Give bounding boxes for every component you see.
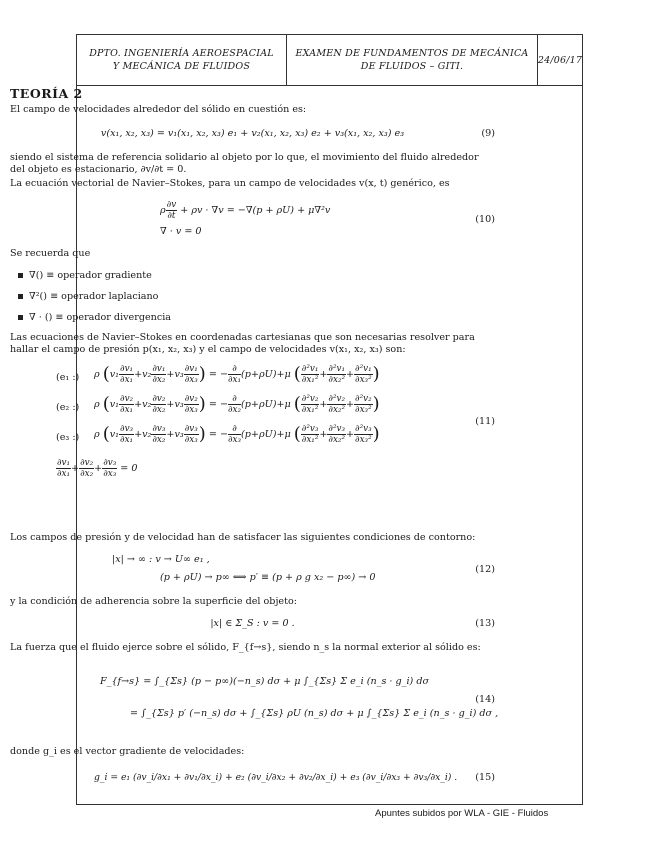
section-title: TEORÍA 2 (10, 86, 83, 101)
paragraph-6: Los campos de presión y de velocidad han de satisfacer las siguientes condiciones de contorno: (10, 532, 476, 543)
eq12-line2: (p + ρU) → p∞ ⟺ p′ ≡ (p + ρ g x₂ − p∞) → 0 (160, 572, 376, 583)
exam-header (77, 35, 582, 86)
eq11-row3: ρ (v₁ $\frac{\text{∂v₃}}{\text{∂x₁}}$ +v₂ $\frac{\text{∂v₃}}{\text{∂x₂}}$ +v₃ $\frac{\text{∂v₃}}{\text{∂x₃}}$ ) = − $\frac{\partial}{\text{∂x₃}}$ (p+ρU)+μ ( $\frac{\text{∂²v₃}}{\text{∂x₁²}}$ + $\frac{\text{∂²v₃}}{\text{∂x₂²}}$ + $\frac{\text{∂²v₃}}{\text{∂x₃²}}$ ) (94, 423, 380, 445)
exam-line1: EXAMEN DE FUNDAMENTOS DE MECÁNICA (295, 48, 529, 59)
paragraph-7: y la condición de adherencia sobre la superficie del objeto: (10, 596, 297, 607)
equation-11 (10, 364, 495, 492)
eq11-row1-label: (e₁ :) (56, 372, 80, 383)
bullet-square-icon (18, 294, 23, 299)
equation-9 (10, 128, 495, 140)
equation-15 (10, 772, 495, 796)
bullet-text-1: ∇() ≡ operador gradiente (29, 270, 152, 281)
paragraph-9: donde g_i es el vector gradiente de velocidades: (10, 746, 245, 757)
equation-14 (10, 672, 499, 728)
dept-line1: DPTO. INGENIERÍA AEROESPACIAL (89, 48, 274, 59)
bullet-text-3: ∇ · () ≡ operador divergencia (29, 312, 171, 323)
eq11-row3-label: (e₃ :) (56, 432, 80, 443)
eq11-continuity: $\frac{\text{∂v₁}}{\text{∂x₁}}$ + $\frac{\text{∂v₂}}{\text{∂x₂}}$ + $\frac{\text{∂v₃}}{\text{∂x₃}}$ = 0 (57, 458, 138, 479)
paragraph-8: La fuerza que el fluido ejerce sobre el sólido, F_{f→s}, siendo n_s la normal exterior al sólido es: (10, 642, 481, 653)
paragraph-2: siendo el sistema de referencia solidario al objeto por lo que, el movimiento del fluido alrededor del objeto es estacionario, ∂v/∂t = 0. (10, 152, 479, 175)
eq-number-14: (14) (475, 694, 495, 705)
equation-13 (10, 618, 495, 630)
paragraph-1: El campo de velocidades alrededor del sólido en cuestión es: (10, 104, 307, 115)
eq13-body: |x| ∈ Σ_S : v = 0 . (210, 618, 295, 629)
eq11-row2-label: (e₂ :) (56, 402, 80, 413)
eq10-line2: ∇ · v = 0 (160, 226, 202, 237)
eq15-body: g_i = e₁ (∂v_i/∂x₁ + ∂v₁/∂x_i) + e₂ (∂v_i/∂x₂ + ∂v₂/∂x_i) + e₃ (∂v_i/∂x₃ + ∂v₃/∂x_i) . (94, 772, 458, 783)
eq-number-12: (12) (475, 564, 495, 575)
eq11-row2: ρ (v₁ $\frac{\text{∂v₂}}{\text{∂x₁}}$ +v₂ $\frac{\text{∂v₂}}{\text{∂x₂}}$ +v₃ $\frac{\text{∂v₂}}{\text{∂x₃}}$ ) = − $\frac{\partial}{\text{∂x₂}}$ (p+ρU)+μ ( $\frac{\text{∂²v₂}}{\text{∂x₁²}}$ + $\frac{\text{∂²v₂}}{\text{∂x₂²}}$ + $\frac{\text{∂²v₂}}{\text{∂x₃²}}$ ) (94, 393, 380, 415)
eq-number-13: (13) (475, 618, 495, 629)
eq10-line1: + ρv · ∇v = −∇(p + ρU) + μ∇²v (180, 205, 331, 216)
bullet-laplacian (18, 291, 158, 303)
eq-number-9: (9) (481, 128, 495, 139)
bullet-text-2: ∇²() ≡ operador laplaciano (29, 291, 159, 302)
eq-number-10: (10) (475, 214, 495, 225)
eq-number-11: (11) (475, 416, 495, 427)
exam-line2: DE FLUIDOS – GITI. (360, 61, 464, 72)
paragraph-4: Se recuerda que (10, 248, 91, 259)
eq-number-15: (15) (475, 772, 495, 783)
dept-line2: Y MECÁNICA DE FLUIDOS (112, 61, 251, 72)
bullet-gradient (18, 270, 152, 282)
bullet-square-icon (18, 315, 23, 320)
equation-10: ρ $\frac{\partial v}{\partial t}$ + ρv · ∇v = −∇(p + ρU) + μ∇²v ∇ · v = 0 (10) (160, 200, 495, 237)
eq14-line2: = ∫_{Σs} p′ (−n_s) dσ + ∫_{Σs} ρU (n_s) dσ + μ ∫_{Σs} Σ e_i (n_s · g_i) dσ , (130, 708, 499, 719)
exam-date: 24/06/17 (537, 54, 583, 66)
exam-title-cell (287, 35, 538, 85)
footer-note: Apuntes subidos por WLA - GIE - Fluidos (375, 808, 549, 819)
eq14-line1: F_{f→s} = ∫_{Σs} (p − p∞)(−n_s) dσ + μ ∫_{Σs} Σ e_i (n_s · g_i) dσ (100, 676, 430, 687)
paragraph-5: Las ecuaciones de Navier–Stokes en coordenadas cartesianas que son necesarias resolver para hallar el campo de presión p(x₁, x₂, x₃) y el campo de velocidades v(x₁, x₂, x₃) son: (10, 332, 475, 355)
date-cell (538, 35, 582, 85)
bullet-divergence (18, 312, 171, 324)
eq11-row1: ρ (v₁ $\frac{\text{∂v₁}}{\text{∂x₁}}$ +v₂ $\frac{\text{∂v₁}}{\text{∂x₂}}$ +v₃ $\frac{\text{∂v₁}}{\text{∂x₃}}$ ) = − $\frac{\partial}{\text{∂x₁}}$ (p+ρU)+μ ( $\frac{\text{∂²v₁}}{\text{∂x₁²}}$ + $\frac{\text{∂²v₁}}{\text{∂x₂²}}$ + $\frac{\text{∂²v₁}}{\text{∂x₃²}}$ ) (94, 363, 380, 385)
bullet-square-icon (18, 273, 23, 278)
department-cell (77, 35, 287, 85)
eq12-line1: |x| → ∞ : v → U∞ e₁ , (112, 554, 210, 565)
paragraph-3: La ecuación vectorial de Navier–Stokes, para un campo de velocidades v(x, t) genérico, es (10, 178, 450, 189)
equation-12 (10, 554, 495, 584)
eq9-body: v(x₁, x₂, x₃) = v₁(x₁, x₂, x₃) e₁ + v₂(x₁, x₂, x₃) e₂ + v₃(x₁, x₂, x₃) e₃ (100, 128, 405, 139)
